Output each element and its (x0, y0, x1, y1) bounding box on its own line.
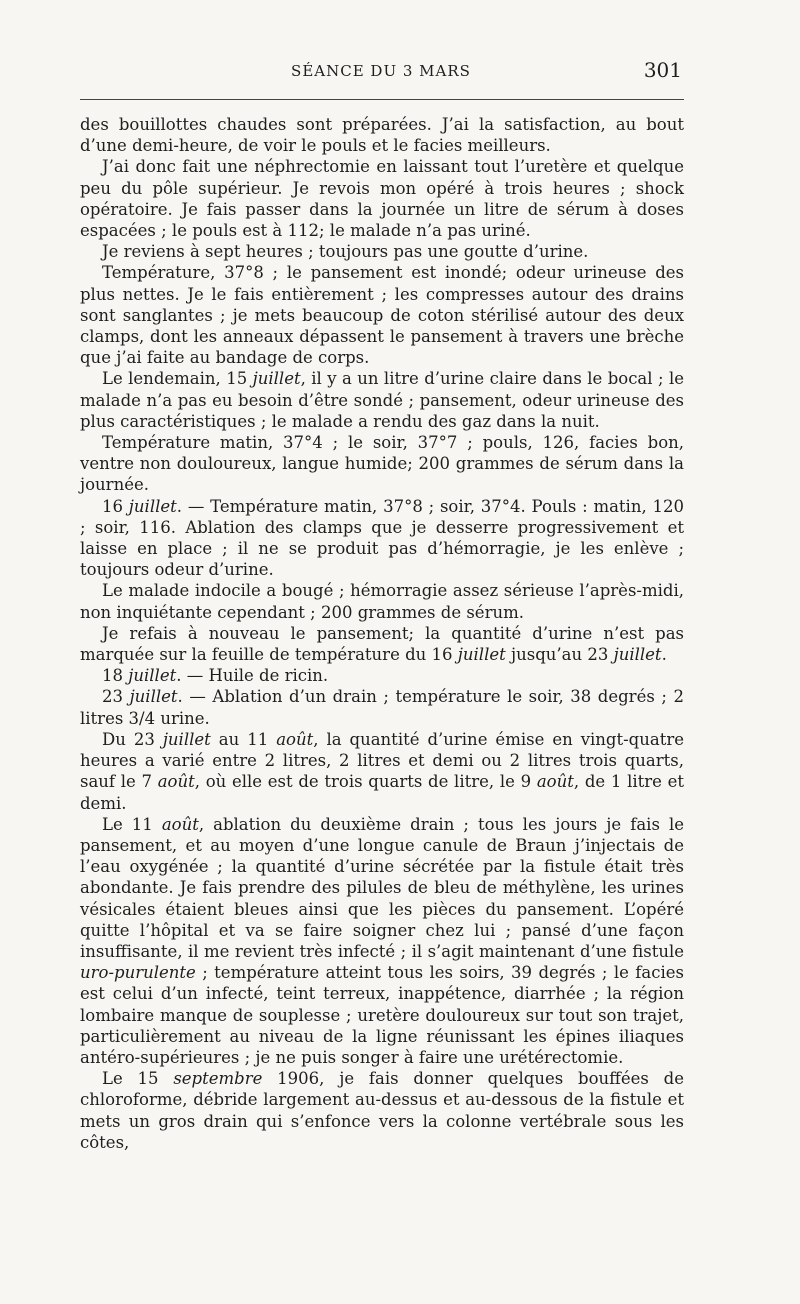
paragraph: Température matin, 37°4 ; le soir, 37°7 ; pouls, 126, facies bon, ventre non douloureux, langue humide; 200 grammes de sérum dans la journée. (80, 433, 684, 495)
page-number: 301 (643, 58, 682, 82)
paragraph: Le malade indocile a bougé ; hémorragie assez sérieuse l’après-midi, non inquiétante cependant ; 200 grammes de sérum. (80, 581, 684, 622)
paragraph: J’ai donc fait une néphrectomie en laissant tout l’uretère et quelque peu du pôle supérieur. Je revois mon opéré à trois heures ; shock opératoire. Je fais passer dans la journée un litre de sérum à doses espacées ; le pouls est à 112; le malade n’a pas uriné. (80, 157, 684, 241)
paragraph: Je reviens à sept heures ; toujours pas une goutte d’urine. (102, 242, 589, 262)
paragraph: des bouillottes chaudes sont préparées. J’ai la satisfaction, au bout d’une demi-heure, de voir le pouls et le facies meilleurs. (80, 115, 684, 156)
body-text (80, 114, 684, 1153)
paragraph: 18 juillet. — Huile de ricin. (102, 666, 329, 686)
paragraph: 16 juillet. — Température matin, 37°8 ; soir, 37°4. Pouls : matin, 120 ; soir, 116. Ablation des clamps que je desserre progressivement et laisse en place ; il ne se produit pas d’hémorragie, je les enlève ; toujours odeur d’urine. (80, 496, 684, 580)
paragraph: 23 juillet. — Ablation d’un drain ; température le soir, 38 degrés ; 2 litres 3/4 urine. (80, 687, 684, 728)
running-header (80, 58, 682, 86)
paragraph: Du 23 juillet au 11 août, la quantité d’urine émise en vingt-quatre heures a varié entre 2 litres, 2 litres et demi ou 2 litres trois quarts, sauf le 7 août, où elle est de trois quarts de litre, le 9 août, de 1 litre et demi. (80, 729, 685, 813)
running-title: SÉANCE DU 3 MARS (291, 62, 471, 80)
paragraph: Le 11 août, ablation du deuxième drain ; tous les jours je fais le pansement, et au moyen d’une longue canule de Braun j’injectais de l’eau oxygénée ; la quantité d’urine sécrétée par la fistule était très abondante. Je fais prendre des pilules de bleu de méthylène, les urines vésicales étaient bleues ainsi que les pièces du pansement. L’opéré quitte l’hôpital et va se faire soigner chez lui ; pansé d’une façon insuffisante, il me revient très infecté ; il s’agit maintenant d’une fistule uro-purulente ; température atteint tous les soirs, 39 degrés ; le facies est celui d’un infecté, teint terreux, inappétence, diarrhée ; la région lombaire manque de souplesse ; uretère douloureux sur tout son trajet, particulièrement au niveau de la ligne réunissant les épines iliaques antéro-supérieures ; je ne puis songer à faire une urétérectomie. (80, 814, 684, 1067)
paragraph: Le lendemain, 15 juillet, il y a un litre d’urine claire dans le bocal ; le malade n’a pas eu besoin d’être sondé ; pansement, odeur urineuse des plus caractéristiques ; le malade a rendu des gaz dans la nuit. (80, 369, 684, 431)
paragraph: Température, 37°8 ; le pansement est inondé; odeur urineuse des plus nettes. Je le fais entièrement ; les compresses autour des drains sont sanglantes ; je mets beaucoup de coton stérilisé autour des deux clamps, dont les anneaux dépassent le pansement à travers une brèche que j’ai faite au bandage de corps. (80, 263, 684, 368)
header-rule (80, 99, 684, 100)
paragraph: Le 15 septembre 1906, je fais donner quelques bouffées de chloroforme, débride largement au-dessus et au-dessous de la fistule et mets un gros drain qui s’enfonce vers la colonne vertébrale sous les côtes, (80, 1069, 684, 1152)
paragraph: Je refais à nouveau le pansement; la quantité d’urine n’est pas marquée sur la feuille de température du 16 juillet jusqu’au 23 juillet. (80, 623, 684, 665)
